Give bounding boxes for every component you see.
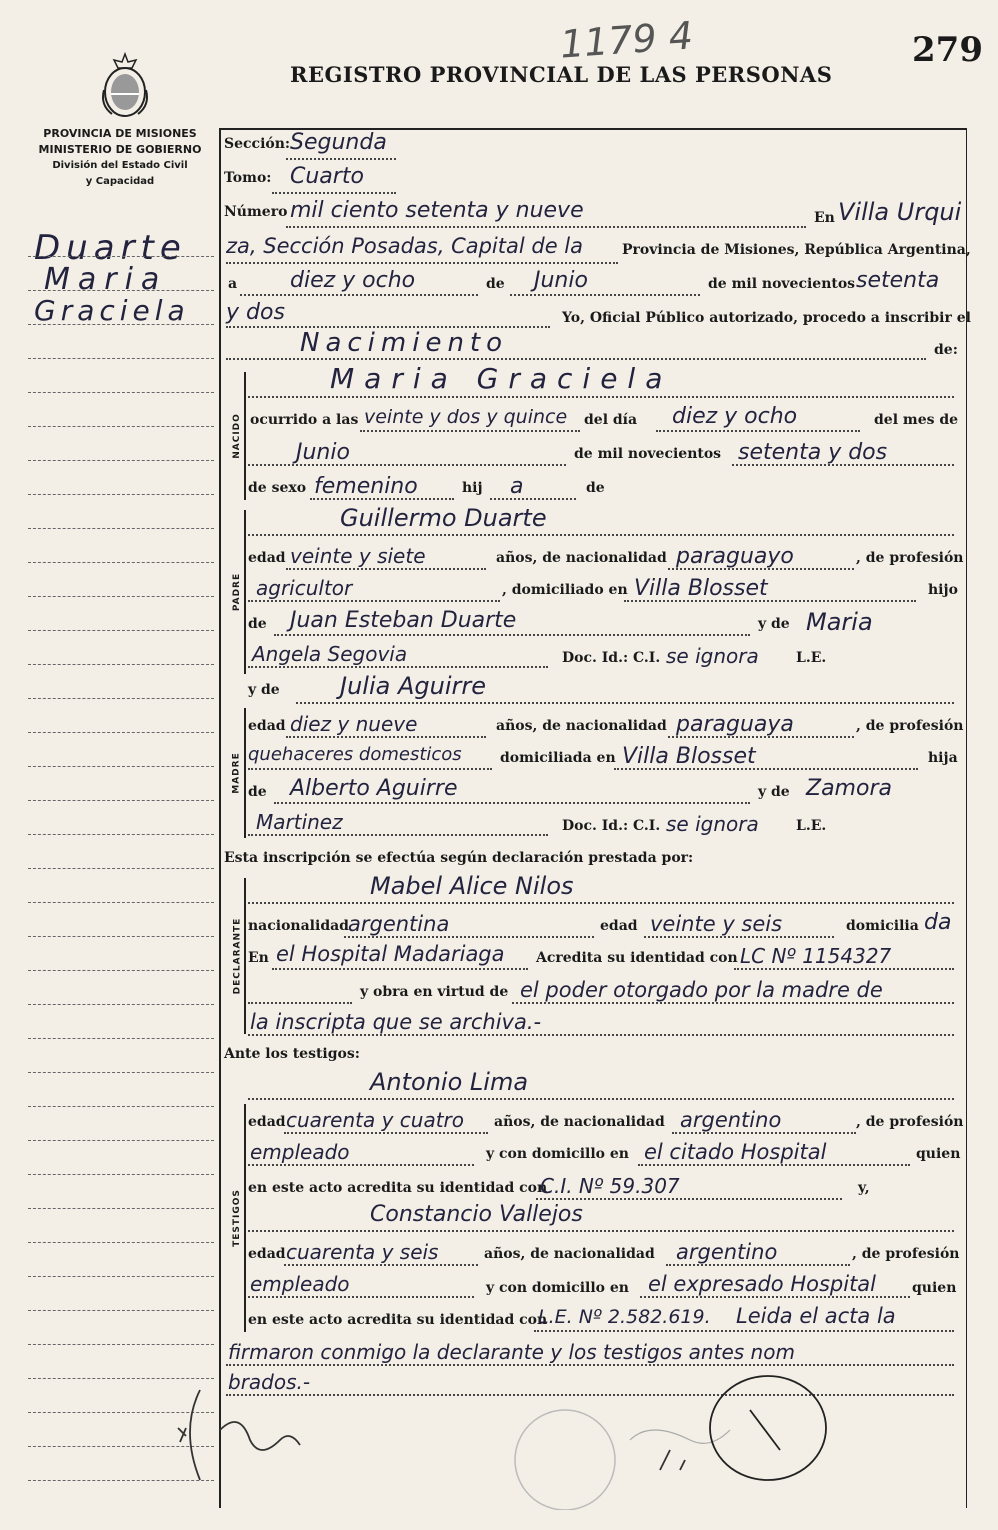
t1-nac-value: argentino xyxy=(680,1108,782,1132)
declarante-nombre: Mabel Alice Nilos xyxy=(370,872,574,900)
org-line: División del Estado Civil xyxy=(52,160,188,171)
seccion-label: Sección: xyxy=(224,136,291,152)
padre-edad-label: edad xyxy=(248,550,286,566)
padre-madre-value-cont: Angela Segovia xyxy=(252,642,408,666)
t2-quien-label: quien xyxy=(912,1280,957,1296)
madre-madre-value-cont: Martinez xyxy=(256,810,343,834)
fecha-a-label: a xyxy=(228,276,238,292)
coat-of-arms-icon xyxy=(96,50,154,120)
madre-padre-value: Alberto Aguirre xyxy=(290,776,458,801)
hija-label: hija xyxy=(928,750,958,766)
margin-divider xyxy=(219,128,221,1508)
padre-doc-label: Doc. Id.: C.I. xyxy=(562,650,661,666)
padre-padre-de-label: de xyxy=(248,616,267,632)
testigos-label: Ante los testigos: xyxy=(224,1046,360,1062)
t2-edad-label: edad xyxy=(248,1246,286,1262)
padre-doc-value: se ignora xyxy=(666,644,759,668)
de-colon-label: de: xyxy=(934,342,958,358)
madre-section-label: MADRE xyxy=(232,752,243,794)
madre-madre-yde-label: y de xyxy=(758,784,790,800)
declarante-section-label: DECLARANTE xyxy=(232,917,243,995)
t1-doc-value: C.I. Nº 59.307 xyxy=(540,1174,680,1198)
decl-edad-label: edad xyxy=(600,918,638,934)
numero-label: Número xyxy=(224,204,288,220)
dia-nac-value: diez y ocho xyxy=(672,404,798,429)
padre-section-label: PADRE xyxy=(232,572,243,612)
dia-value: diez y ocho xyxy=(290,268,416,293)
leida-value: Leida el acta la xyxy=(736,1304,896,1328)
org-line: y Capacidad xyxy=(85,176,155,187)
padre-nac-label: años, de nacionalidad xyxy=(496,550,667,566)
margin-first-name: Maria xyxy=(44,262,168,297)
en-label: En xyxy=(814,210,835,226)
madre-edad-label: edad xyxy=(248,718,286,734)
anio-value-cont: y dos xyxy=(226,300,285,325)
org-block xyxy=(22,126,218,190)
testigos-section-label: TESTIGOS xyxy=(232,1189,242,1247)
org-line: PROVINCIA DE MISIONES xyxy=(43,127,197,140)
madre-padre-de-label: de xyxy=(248,784,267,800)
madre-yde-label: y de xyxy=(248,682,280,698)
t1-nac-label: años, de nacionalidad xyxy=(494,1114,665,1130)
oficial-label: Yo, Oficial Público autorizado, procedo a inscribir el xyxy=(562,310,971,326)
hijo-label: hijo xyxy=(928,582,958,598)
anio-nac-value: setenta y dos xyxy=(738,440,888,465)
del-mes-label: del mes de xyxy=(874,412,959,428)
mes-value: Junio xyxy=(534,268,588,293)
padre-dom-value: Villa Blosset xyxy=(634,576,768,601)
madre-doc-value: se ignora xyxy=(666,812,759,836)
padre-edad-value: veinte y siete xyxy=(290,544,426,568)
mes-nac-value: Junio xyxy=(296,440,350,465)
sexo-value: femenino xyxy=(314,474,418,499)
t1-en-este-label: en este acto acredita su identidad con xyxy=(248,1180,548,1196)
padre-padre-value: Juan Esteban Duarte xyxy=(290,608,517,633)
signatures-icon xyxy=(170,1370,970,1510)
handwritten-record-number: 1179 4 xyxy=(558,13,695,67)
testigo2-nombre: Constancio Vallejos xyxy=(370,1202,583,1227)
leida-value-cont: firmaron conmigo la declarante y los testigos antes nom xyxy=(228,1340,795,1364)
decl-doc-value: LC Nº 1154327 xyxy=(740,944,892,968)
t1-prof-value: empleado xyxy=(250,1140,350,1164)
padre-nac-value: paraguayo xyxy=(676,544,794,569)
decl-nac-label: nacionalidad xyxy=(248,918,349,934)
provincia-label: Provincia de Misiones, República Argentina, xyxy=(622,242,971,258)
decl-edad-value: veinte y seis xyxy=(650,912,783,936)
t1-y-label: y, xyxy=(858,1180,870,1196)
sexo-label: de sexo xyxy=(248,480,307,496)
t2-nac-value: argentino xyxy=(676,1240,778,1264)
mil-novecientos-label: de mil novecientos xyxy=(708,276,856,292)
acto-value: Nacimiento xyxy=(300,328,509,358)
nacido-section-label: NACIDO xyxy=(232,413,243,459)
madre-dom-label: domiciliada en xyxy=(500,750,616,766)
t2-dom-value: el expresado Hospital xyxy=(648,1272,877,1296)
t2-edad-value: cuarenta y seis xyxy=(286,1240,439,1264)
numero-value: mil ciento setenta y nueve xyxy=(290,198,584,223)
inscripcion-label: Esta inscripción se efectúa según declaración prestada por: xyxy=(224,850,694,866)
t1-prof-label: , de profesión xyxy=(856,1114,964,1130)
t1-edad-value: cuarenta y cuatro xyxy=(286,1108,465,1132)
nombre-value: Maria Graciela xyxy=(330,362,673,395)
t1-edad-label: edad xyxy=(248,1114,286,1130)
madre-nac-value: paraguaya xyxy=(676,712,794,737)
right-border xyxy=(966,128,967,1508)
madre-dom-value: Villa Blosset xyxy=(622,744,756,769)
madre-edad-value: diez y nueve xyxy=(290,712,418,736)
madre-nombre: Julia Aguirre xyxy=(340,672,486,700)
t2-prof-label: , de profesión xyxy=(852,1246,960,1262)
tomo-label: Tomo: xyxy=(224,170,272,186)
document-title: REGISTRO PROVINCIAL DE LAS PERSONAS xyxy=(290,62,833,87)
t2-prof-value: empleado xyxy=(250,1272,350,1296)
decl-virtud-value: el poder otorgado por la madre de xyxy=(520,978,883,1002)
page-number: 279 xyxy=(912,30,983,70)
t2-en-este-label: en este acto acredita su identidad con xyxy=(248,1312,548,1328)
margin-surname: Duarte xyxy=(34,228,187,268)
t2-doc-value: L.E. Nº 2.582.619. xyxy=(538,1306,711,1328)
hij-de-label: de xyxy=(586,480,605,496)
testigo1-nombre: Antonio Lima xyxy=(370,1068,529,1096)
madre-doc-label: Doc. Id.: C.I. xyxy=(562,818,661,834)
de-label: de xyxy=(486,276,505,292)
decl-virtud-value-cont: la inscripta que se archiva.- xyxy=(250,1010,542,1034)
anio-value: setenta xyxy=(856,268,940,293)
del-dia-label: del día xyxy=(584,412,638,428)
hij-label: hij xyxy=(462,480,483,496)
t2-nac-label: años, de nacionalidad xyxy=(484,1246,655,1262)
tomo-value: Cuarto xyxy=(290,164,364,189)
hora-value: veinte y dos y quince xyxy=(364,406,568,428)
t2-dom-label: y con domicillo en xyxy=(486,1280,629,1296)
seccion-value: Segunda xyxy=(290,130,387,155)
decl-nac-value: argentina xyxy=(348,912,450,936)
padre-prof-label: , de profesión xyxy=(856,550,964,566)
decl-acredita-label: Acredita su identidad con xyxy=(536,950,738,966)
t1-dom-label: y con domicillo en xyxy=(486,1146,629,1162)
madre-prof-label: , de profesión xyxy=(856,718,964,734)
madre-le-label: L.E. xyxy=(796,818,827,834)
padre-le-label: L.E. xyxy=(796,650,827,666)
decl-dom-value-cont: el Hospital Madariaga xyxy=(276,942,505,966)
madre-nac-label: años, de nacionalidad xyxy=(496,718,667,734)
decl-dom-value: da xyxy=(924,910,952,935)
org-line: MINISTERIO DE GOBIERNO xyxy=(38,143,202,156)
margin-middle-name: Graciela xyxy=(34,294,190,327)
padre-nombre: Guillermo Duarte xyxy=(340,504,547,532)
madre-prof-value: quehaceres domesticos xyxy=(248,744,462,765)
leida-value-end: brados.- xyxy=(228,1370,311,1394)
lugar-value: Villa Urqui xyxy=(838,198,962,226)
decl-virtud-label: y obra en virtud de xyxy=(360,984,509,1000)
de-mil-nov-label: de mil novecientos xyxy=(574,446,722,462)
padre-prof-value: agricultor xyxy=(256,576,353,600)
madre-madre-value: Zamora xyxy=(806,776,892,801)
t1-dom-value: el citado Hospital xyxy=(644,1140,827,1164)
padre-dom-label: , domiciliado en xyxy=(502,582,628,598)
hij-suffix-value: a xyxy=(510,474,524,499)
padre-madre-yde-label: y de xyxy=(758,616,790,632)
decl-en-label: En xyxy=(248,950,269,966)
t1-quien-label: quien xyxy=(916,1146,961,1162)
decl-dom-label: domicilia xyxy=(846,918,919,934)
lugar-value-cont: za, Sección Posadas, Capital de la xyxy=(226,234,583,258)
padre-madre-value: Maria xyxy=(806,608,873,636)
ocurrido-label: ocurrido a las xyxy=(250,412,359,428)
